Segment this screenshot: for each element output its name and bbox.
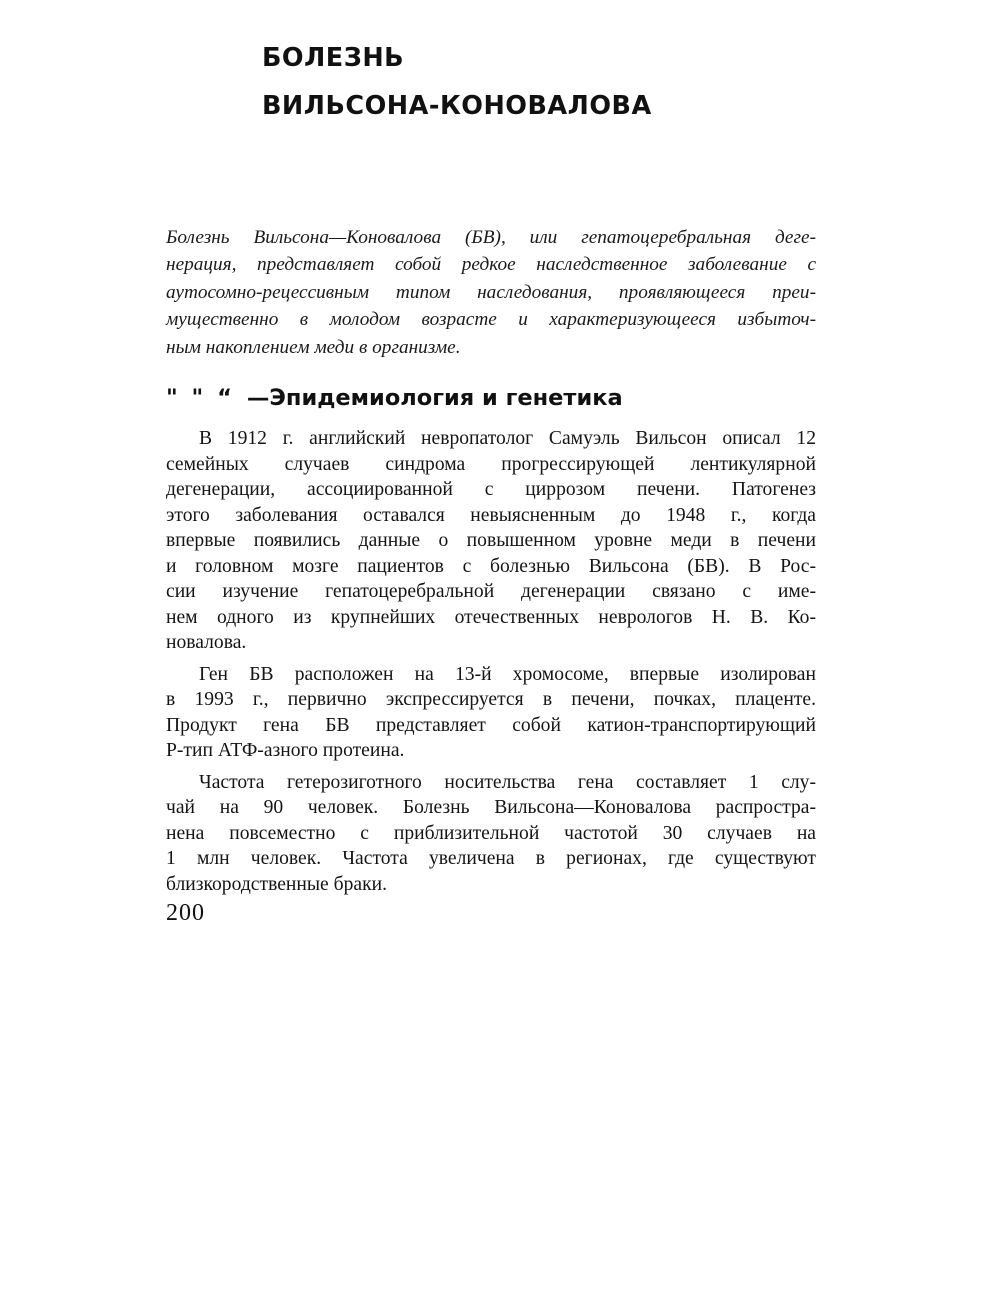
- body-text: [166, 426, 816, 897]
- abstract-line: аутосомно-рецессивным типом наследования, проявляющееся преи-: [166, 281, 816, 303]
- abstract-line: нерация, представляет собой редкое наследственное заболевание с: [166, 254, 816, 276]
- paragraph-line: этого заболевания оставался невыясненным до 1948 г., когда: [166, 504, 816, 526]
- paragraph-line: сии изучение гепатоцеребральной дегенерации связано с име-: [166, 581, 816, 602]
- paragraph-line: Ген БВ расположен на 13-й хромосоме, впервые изолирован: [199, 663, 816, 685]
- section-heading-text: —Эпидемиология и генетика: [246, 385, 623, 411]
- paragraph-line: семейных случаев синдрома прогрессирующей лентикулярной: [166, 453, 816, 475]
- paragraph-line: новалова.: [166, 632, 247, 653]
- paragraph-line: нем одного из крупнейших отечественных неврологов Н. В. Ко-: [166, 606, 816, 628]
- paragraph-line: В 1912 г. английский невропатолог Самуэль Вильсон описал 12: [199, 428, 816, 449]
- page-number: 200: [166, 900, 205, 926]
- paragraph-line: Частота гетерозиготного носительства гена составляет 1 слу-: [199, 771, 816, 793]
- chapter-title-line-2: ВИЛЬСОНА-КОНОВАЛОВА: [262, 91, 652, 121]
- paragraph-line: и головном мозге пациентов с болезнью Вильсона (БВ). В Рос-: [166, 555, 816, 577]
- paragraph-line: чай на 90 человек. Болезнь Вильсона—Коновалова распростра-: [166, 797, 816, 818]
- paragraph-line: близкородственные браки.: [166, 873, 387, 895]
- chapter-title: [262, 34, 822, 130]
- chapter-title-line-1: БОЛЕЗНЬ: [262, 43, 405, 73]
- abstract-line: Болезнь Вильсона—Коновалова (БВ), или гепатоцеребральная деге-: [166, 227, 816, 248]
- paragraph-line: нена повсеместно с приблизительной частотой 30 случаев на: [166, 822, 816, 844]
- paragraph-line: Р-тип АТФ-азного протеина.: [166, 740, 405, 761]
- paragraph-line: впервые появились данные о повышенном уровне меди в печени: [166, 530, 816, 551]
- chapter-abstract: [166, 224, 816, 361]
- paragraph-line: дегенерации, ассоциированной с циррозом печени. Патогенез: [166, 479, 816, 500]
- paragraph-line: 1 млн человек. Частота увеличена в регионах, где существуют: [166, 848, 816, 869]
- paragraph-line: в 1993 г., первично экспрессируется в печени, почках, плаценте.: [166, 689, 816, 710]
- section-heading: [166, 381, 826, 415]
- abstract-line: мущественно в молодом возрасте и характеризующееся избыточ-: [166, 309, 816, 331]
- paragraph-line: Продукт гена БВ представляет собой катион-транспортирующий: [166, 714, 816, 736]
- section-heading-marks: " " “: [166, 385, 235, 411]
- abstract-line: ным накоплением меди в организме.: [166, 336, 461, 358]
